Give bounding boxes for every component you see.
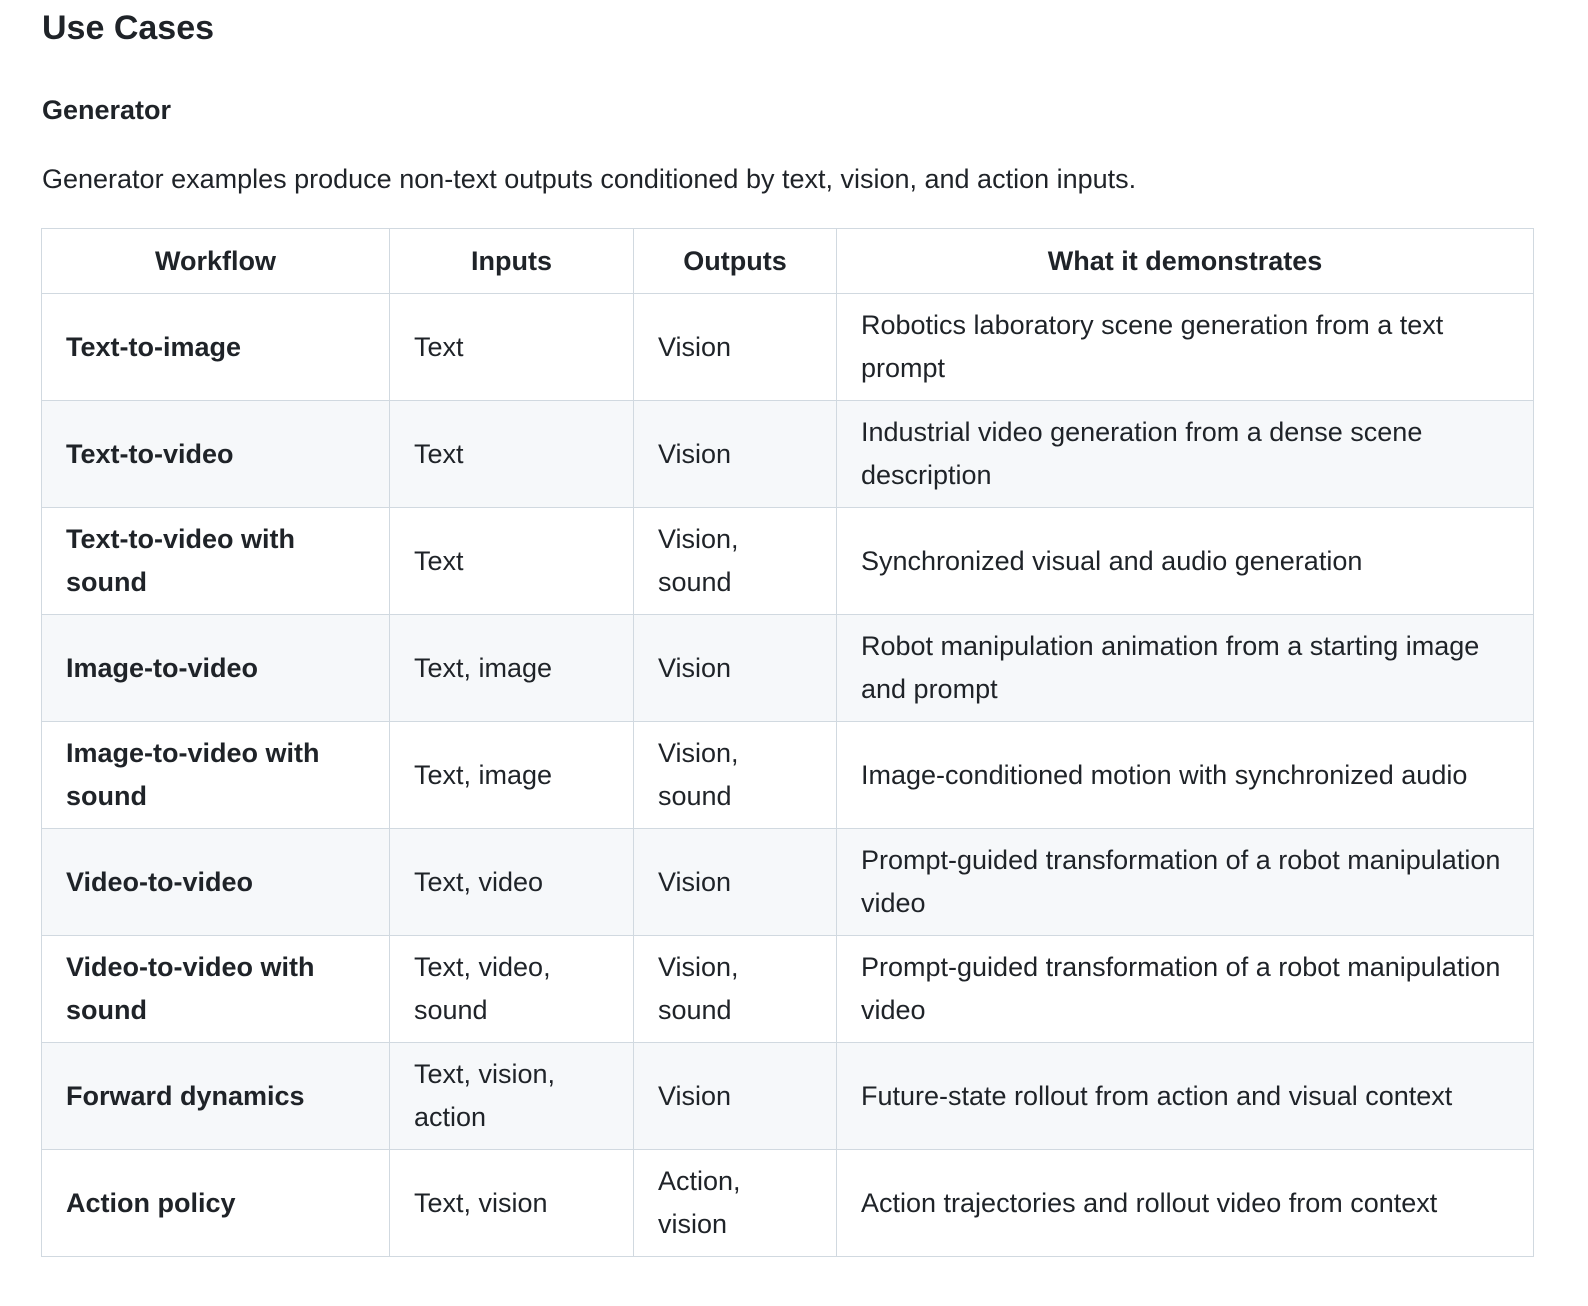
table-row <box>42 615 1534 722</box>
cell-outputs: Vision, sound <box>634 508 837 615</box>
cell-inputs: Text, image <box>390 615 634 722</box>
cell-demonstrates: Prompt-guided transformation of a robot manipulation video <box>837 936 1534 1043</box>
cell-inputs: Text, video, sound <box>390 936 634 1043</box>
cell-outputs: Vision, sound <box>634 722 837 829</box>
cell-outputs: Action, vision <box>634 1150 837 1257</box>
table-row <box>42 1043 1534 1150</box>
cell-inputs: Text <box>390 508 634 615</box>
cell-outputs: Vision <box>634 294 837 401</box>
cell-inputs: Text <box>390 294 634 401</box>
cell-outputs: Vision <box>634 615 837 722</box>
cell-inputs: Text, video <box>390 829 634 936</box>
table-header-row <box>42 229 1534 294</box>
cell-workflow: Video-to-video with sound <box>42 936 390 1043</box>
section-heading: Use Cases <box>42 9 215 47</box>
cell-workflow: Video-to-video <box>42 829 390 936</box>
cell-workflow: Text-to-image <box>42 294 390 401</box>
cell-workflow: Image-to-video with sound <box>42 722 390 829</box>
cell-workflow: Action policy <box>42 1150 390 1257</box>
subsection-heading: Generator <box>42 95 172 125</box>
cell-demonstrates: Prompt-guided transformation of a robot manipulation video <box>837 829 1534 936</box>
cell-inputs: Text, vision, action <box>390 1043 634 1150</box>
cell-demonstrates: Robotics laboratory scene generation from a text prompt <box>837 294 1534 401</box>
cell-inputs: Text, vision <box>390 1150 634 1257</box>
header-inputs: Inputs <box>390 229 634 294</box>
cell-workflow: Text-to-video <box>42 401 390 508</box>
cell-outputs: Vision <box>634 1043 837 1150</box>
cell-demonstrates: Industrial video generation from a dense scene description <box>837 401 1534 508</box>
cell-workflow: Forward dynamics <box>42 1043 390 1150</box>
cell-outputs: Vision <box>634 401 837 508</box>
table-row <box>42 936 1534 1043</box>
cell-demonstrates: Action trajectories and rollout video from context <box>837 1150 1534 1257</box>
table-row <box>42 294 1534 401</box>
header-demonstrates: What it demonstrates <box>837 229 1534 294</box>
cell-outputs: Vision, sound <box>634 936 837 1043</box>
header-workflow: Workflow <box>42 229 390 294</box>
intro-paragraph: Generator examples produce non-text outputs conditioned by text, vision, and action inputs. <box>42 164 1137 194</box>
cell-workflow: Image-to-video <box>42 615 390 722</box>
table-row <box>42 829 1534 936</box>
header-outputs: Outputs <box>634 229 837 294</box>
cell-demonstrates: Image-conditioned motion with synchronized audio <box>837 722 1534 829</box>
table-row <box>42 508 1534 615</box>
use-cases-table <box>41 228 1534 1257</box>
cell-inputs: Text, image <box>390 722 634 829</box>
cell-workflow: Text-to-video with sound <box>42 508 390 615</box>
cell-inputs: Text <box>390 401 634 508</box>
table-row <box>42 401 1534 508</box>
cell-demonstrates: Robot manipulation animation from a starting image and prompt <box>837 615 1534 722</box>
cell-demonstrates: Synchronized visual and audio generation <box>837 508 1534 615</box>
cell-demonstrates: Future-state rollout from action and visual context <box>837 1043 1534 1150</box>
cell-outputs: Vision <box>634 829 837 936</box>
table-row <box>42 1150 1534 1257</box>
table-row <box>42 722 1534 829</box>
